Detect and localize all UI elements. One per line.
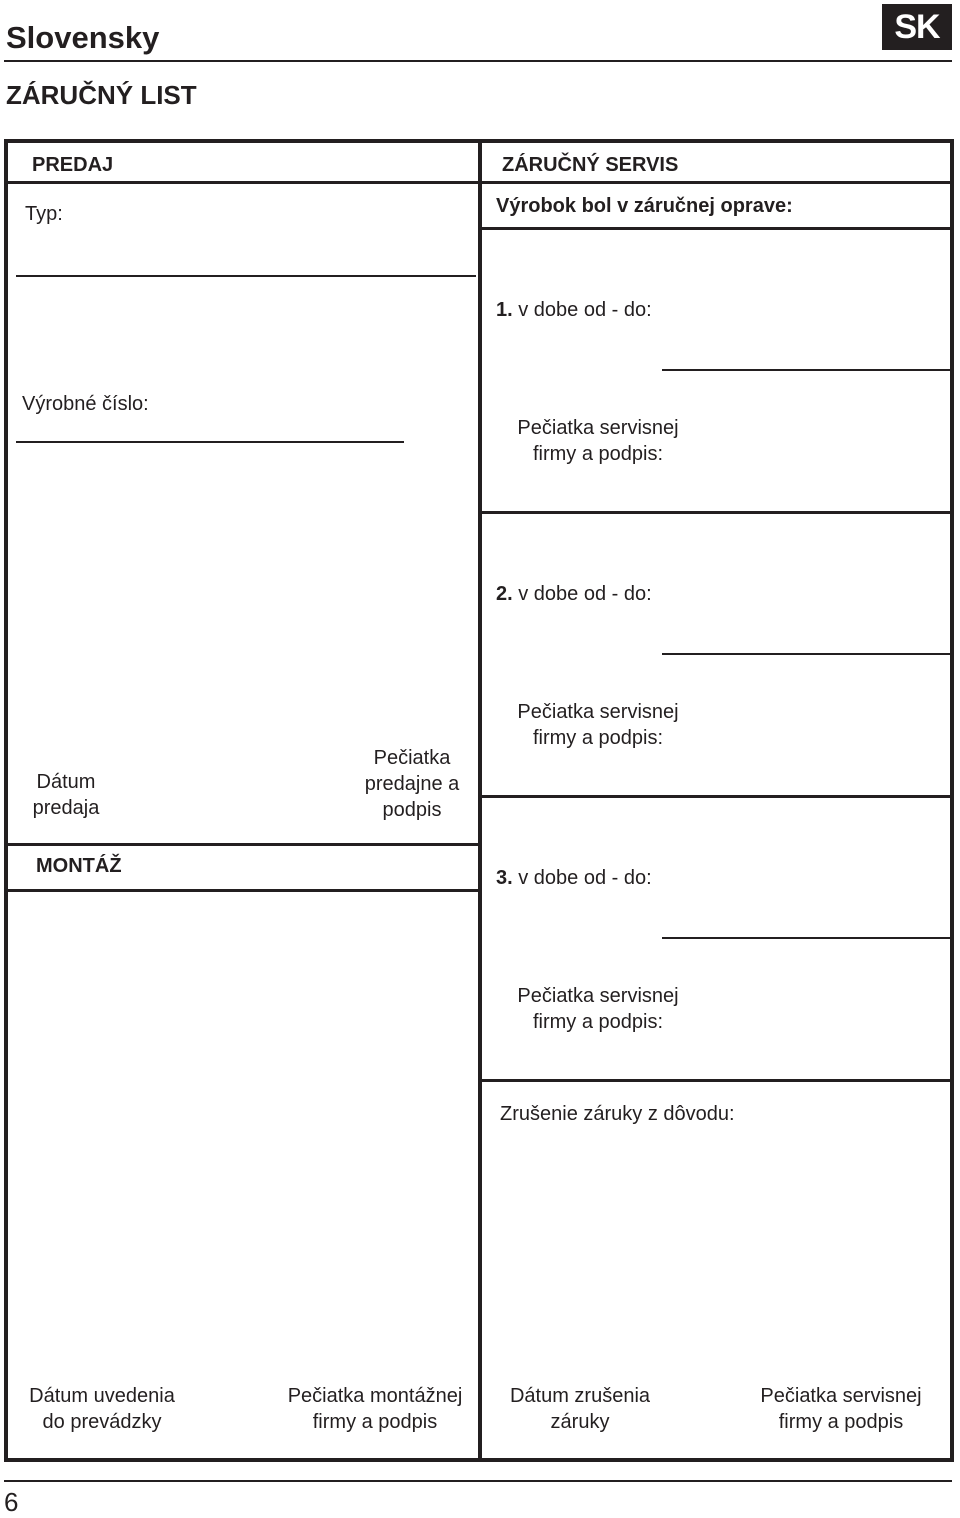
montaz-heading: MONTÁŽ — [36, 855, 122, 877]
servis-heading-divider — [482, 181, 950, 184]
repair-2-period-line[interactable] — [662, 653, 950, 655]
warranty-form — [4, 139, 954, 1462]
repair-3-divider — [482, 1079, 950, 1082]
predaj-heading-divider — [8, 181, 478, 184]
bottom-datum-uvedenia: Dátum uvedenia do prevádzky — [29, 1385, 175, 1433]
vyrobne-cislo-label: Výrobné číslo: — [22, 393, 149, 415]
column-divider — [478, 143, 482, 1459]
repair-2-period-label: 2. v dobe od - do: — [496, 583, 652, 605]
repair-1-period-line[interactable] — [662, 369, 950, 371]
bottom-peciatka-servisnej: Pečiatka servisnej firmy a podpis — [760, 1385, 922, 1433]
language-heading: Slovensky — [6, 20, 160, 55]
language-badge: SK — [882, 4, 952, 50]
repair-3-period-label: 3. v dobe od - do: — [496, 867, 652, 889]
repair-1-divider — [482, 511, 950, 514]
typ-field-line[interactable] — [16, 275, 476, 277]
bottom-peciatka-montaznej: Pečiatka montážnej firmy a podpis — [287, 1385, 463, 1433]
vyrobne-cislo-field-line[interactable] — [16, 441, 404, 443]
montaz-top-divider — [8, 843, 478, 846]
typ-label: Typ: — [25, 203, 63, 225]
peciatka-predajne-label: Pečiatka predajne a podpis — [364, 747, 460, 821]
header-divider — [4, 60, 952, 62]
document-title: ZÁRUČNÝ LIST — [6, 80, 197, 110]
repair-2-divider — [482, 795, 950, 798]
repair-3-period-line[interactable] — [662, 937, 950, 939]
repair-3-stamp-label: Pečiatka servisnej firmy a podpis: — [517, 985, 679, 1033]
cancel-label: Zrušenie záruky z dôvodu: — [500, 1103, 735, 1125]
montaz-heading-divider — [8, 889, 478, 892]
repair-2-stamp-label: Pečiatka servisnej firmy a podpis: — [517, 701, 679, 749]
datum-predaja-label: Dátum predaja — [32, 771, 100, 819]
repair-label-divider — [482, 227, 950, 230]
repair-1-period-label: 1. v dobe od - do: — [496, 299, 652, 321]
bottom-datum-zrusenia: Dátum zrušenia záruky — [509, 1385, 651, 1433]
repair-label: Výrobok bol v záručnej oprave: — [496, 195, 793, 217]
predaj-heading: PREDAJ — [32, 154, 114, 176]
repair-1-stamp-label: Pečiatka servisnej firmy a podpis: — [517, 417, 679, 465]
footer-divider — [4, 1480, 952, 1482]
page-number: 6 — [4, 1487, 19, 1517]
servis-heading: ZÁRUČNÝ SERVIS — [502, 154, 679, 176]
